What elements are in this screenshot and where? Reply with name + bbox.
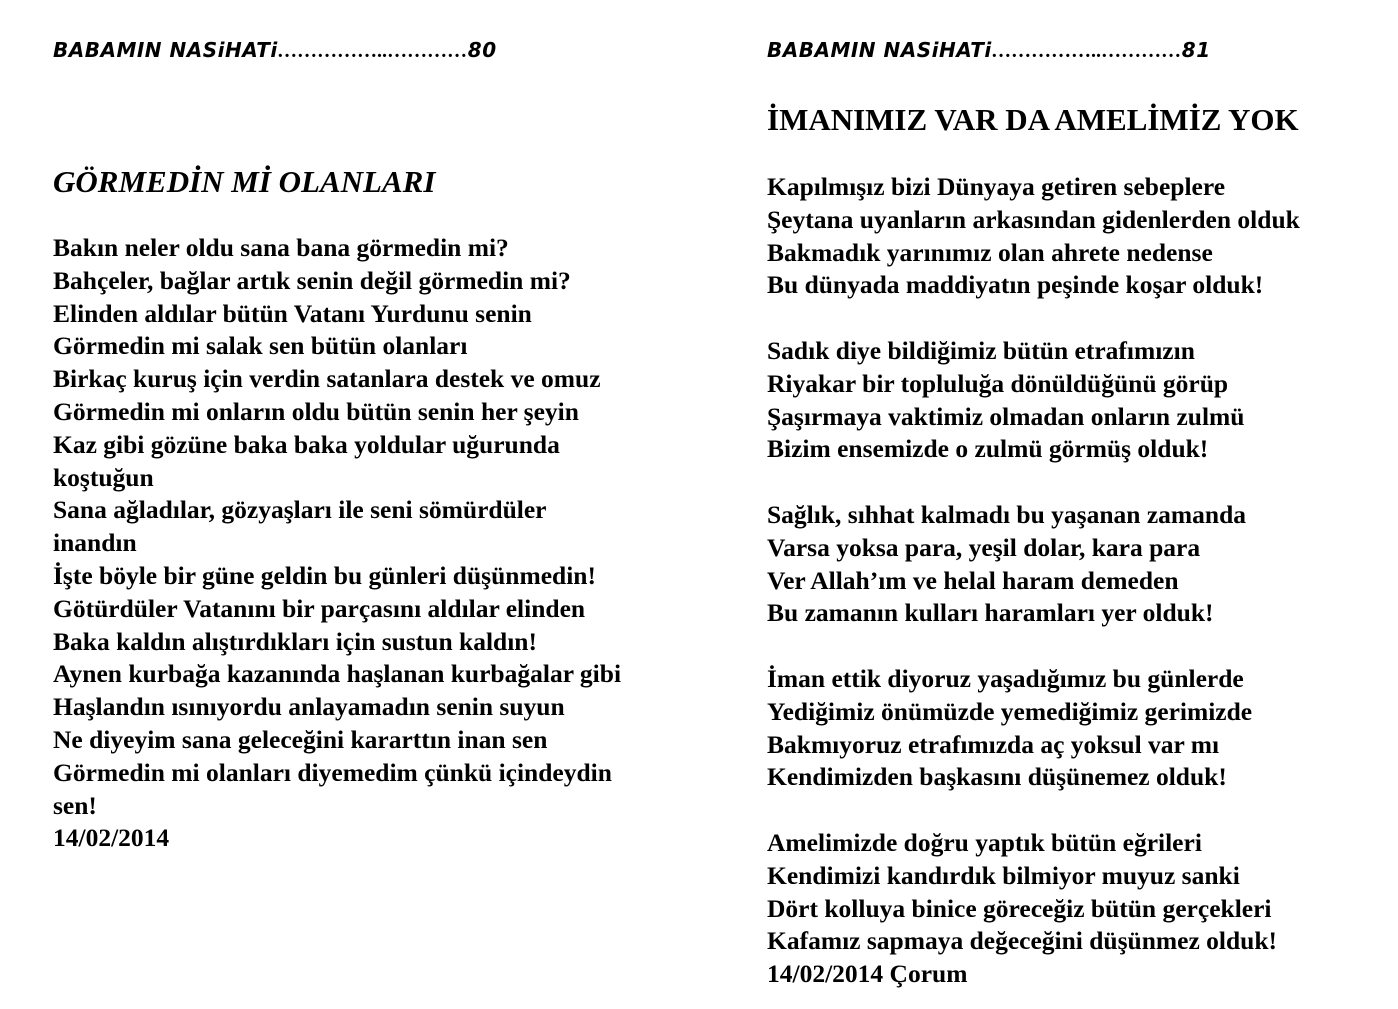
poem-line: Bahçeler, bağlar artık senin değil görmedin mi?	[53, 265, 571, 295]
poem-line: Bakmadık yarınımız olan ahrete nedense	[767, 237, 1213, 267]
stanza-break	[767, 794, 1300, 827]
poem-line: Aynen kurbağa kazanında haşlanan kurbağalar gibi	[53, 659, 622, 689]
left-page	[53, 0, 703, 1009]
poem-title: GÖRMEDİN Mİ OLANLARI	[53, 164, 436, 199]
poem-line: Götürdüler Vatanını bir parçasını aldılar elinden	[53, 593, 586, 623]
poem-line: Birkaç kuruş için verdin satanlara destek ve omuz	[53, 364, 601, 394]
poem-line: Görmedin mi onların oldu bütün senin her şeyin	[53, 396, 579, 426]
stanza-break	[767, 302, 1300, 335]
poem-line: İman ettik diyoruz yaşadığımız bu günlerde	[767, 663, 1244, 693]
poem-line: Yediğimiz önümüzde yemediğimiz gerimizde	[767, 696, 1253, 726]
poem-line: Kendimizden başkasını düşünemez olduk!	[767, 762, 1227, 792]
poem-line: Sana ağladılar, gözyaşları ile seni sömürdüler	[53, 495, 547, 525]
page-header	[767, 36, 1211, 65]
book-title: BABAMIN NASiHATi	[767, 38, 992, 62]
poem-line: İşte böyle bir güne geldin bu günleri düşünmedin!	[53, 560, 596, 590]
poem-line: Ver Allah’ım ve helal haram demeden	[767, 565, 1179, 595]
page-number: 80	[467, 38, 497, 62]
poem-body	[767, 171, 1300, 991]
poem-line: Kapılmışız bizi Dünyaya getiren sebeplere	[767, 172, 1226, 201]
poem-line: Ne diyeyim sana geleceğini kararttın inan sen	[53, 724, 548, 754]
poem-line: Bu dünyada maddiyatın peşinde koşar olduk!	[767, 270, 1264, 300]
poem-date: 14/02/2014 Çorum	[767, 959, 968, 989]
poem-line: Bakın neler oldu sana bana görmedin mi?	[53, 233, 509, 262]
poem-line: Amelimizde doğru yaptık bütün eğrileri	[767, 827, 1202, 857]
page-number: 81	[1181, 38, 1211, 62]
poem-line: Şeytana uyanların arkasından gidenlerden olduk	[767, 204, 1300, 234]
poem-date: 14/02/2014	[53, 823, 170, 853]
poem-line: Sadık diye bildiğimiz bütün etrafımızın	[767, 335, 1195, 365]
poem-line: Haşlandın ısınıyordu anlayamadın senin suyun	[53, 692, 565, 722]
poem-body	[53, 232, 621, 855]
page-header	[53, 36, 497, 65]
right-page	[767, 0, 1387, 1009]
poem-line: Bu zamanın kulları haramları yer olduk!	[767, 598, 1214, 628]
poem-line: Şaşırmaya vaktimiz olmadan onların zulmü	[767, 401, 1245, 431]
stanza-break	[767, 630, 1300, 663]
poem-line: Kaz gibi gözüne baka baka yoldular uğurunda	[53, 429, 560, 459]
poem-line: Bizim ensemizde o zulmü görmüş olduk!	[767, 434, 1209, 464]
header-dots: ……………..…………	[277, 40, 468, 62]
poem-line: Elinden aldılar bütün Vatanı Yurdunu senin	[53, 298, 532, 328]
poem-line: Varsa yoksa para, yeşil dolar, kara para	[767, 532, 1201, 562]
poem-line: Baka kaldın alıştırdıkları için sustun kaldın!	[53, 626, 537, 656]
poem-line: Kendimizi kandırdık bilmiyor muyuz sanki	[767, 860, 1240, 890]
poem-line: Görmedin mi salak sen bütün olanları	[53, 331, 468, 361]
poem-line: Kafamız sapmaya değeceğini düşünmez olduk!	[767, 926, 1278, 956]
book-title: BABAMIN NASiHATi	[53, 38, 278, 62]
poem-line: Görmedin mi olanları diyemedim çünkü içindeydin	[53, 757, 612, 787]
poem-line: Dört kolluya binice göreceğiz bütün gerçekleri	[767, 893, 1272, 923]
poem-line: Bakmıyoruz etrafımızda aç yoksul var mı	[767, 729, 1220, 759]
header-dots: ……………..…………	[991, 40, 1182, 62]
stanza-break	[767, 466, 1300, 499]
poem-line: koştuğun	[53, 462, 154, 492]
poem-line: Riyakar bir topluluğa dönüldüğünü görüp	[767, 368, 1229, 398]
poem-line: inandın	[53, 528, 137, 558]
poem-line: sen!	[53, 790, 97, 820]
poem-title: İMANIMIZ VAR DA AMELİMİZ YOK	[767, 102, 1299, 137]
poem-line: Sağlık, sıhhat kalmadı bu yaşanan zamanda	[767, 499, 1246, 529]
